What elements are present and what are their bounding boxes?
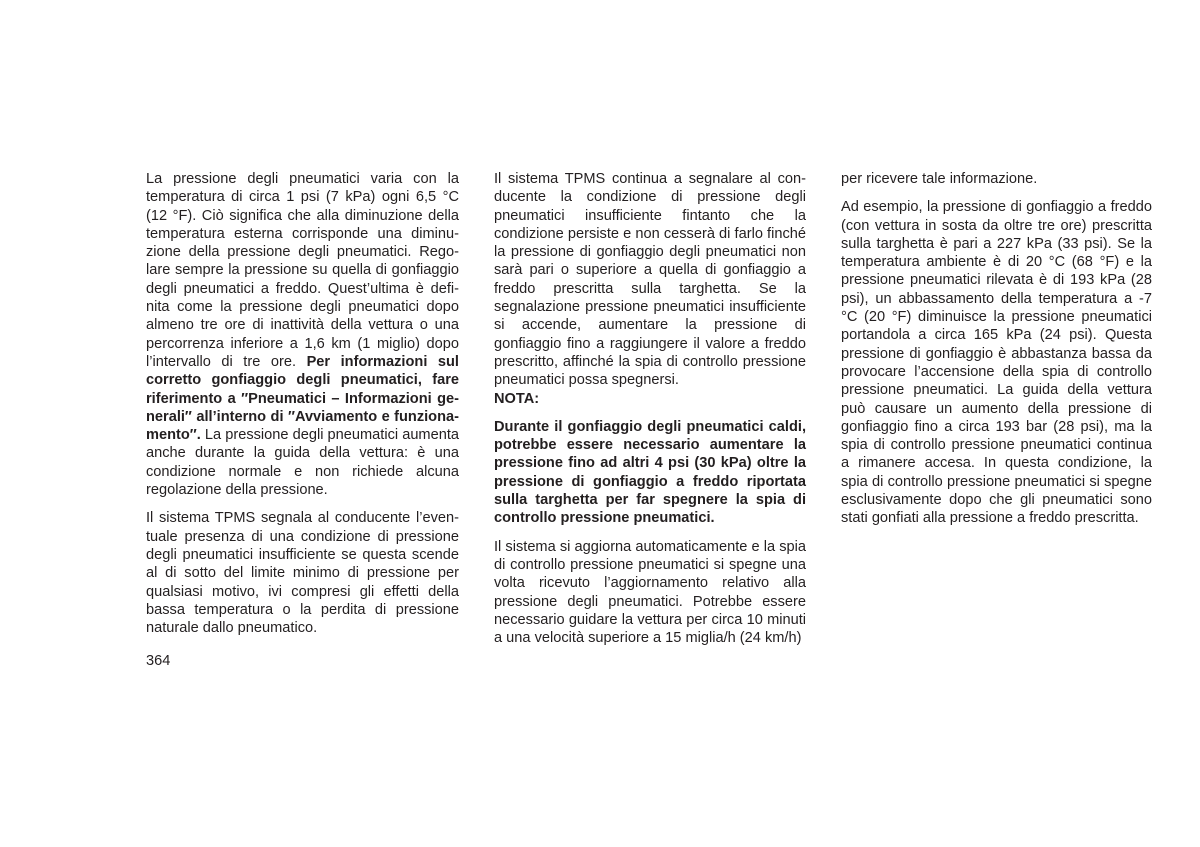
paragraph-text: La pressione degli pneumatici varia con la temperatura di circa 1 psi (7 kPa) ogni 6,5 °C (12 °F). Ciò significa che alla diminuzione della temperatura esterna corrisponde una diminuzione della pressione degli pneumatici. Regolare sempre la pressione su quella di gonfiaggio degli pneumatici a freddo. Quest’ultima è definita come la pressione degli pneumatici dopo almeno tre ore di inattività della vettura o una percorrenza inferiore a 1,6 km (1 miglio) dopo l’intervallo di tre ore. <box>146 171 459 370</box>
paragraph-continuation: per ricevere tale informazione. <box>841 171 1038 187</box>
paragraph-tpms-continues: Il sistema TPMS continua a segnalare al conducente la condizione di pressione degli pneumatici insufficiente fintanto che la condizione persiste e non cesserà di farlo finché la pressione di gonfiaggio degli pneumatici non sarà pari o superiore a quella di gonfiaggio a freddo prescritta sulla targhetta. Se la segnalazione pressione pneumatici insufficiente si accende, aumentare la pressione di gonfiaggio fino a raggiungere il valore a freddo prescritto, affinché la spia di controllo pressione pneumatici possa spegnersi. <box>494 171 806 389</box>
paragraph-tpms-warning: Il sistema TPMS segnala al conducente l’eventuale presenza di una condizione di pressione degli pneumatici insufficiente se questa scende al di sotto del limite minimo di pressione per qualsiasi motivo, ivi compresi gli effetti della bassa temperatura o la perdita di pressione naturale dallo pneumatico. <box>146 510 459 637</box>
text-column-3 <box>841 170 1152 538</box>
page-number: 364 <box>146 653 171 669</box>
paragraph-system-update: Il sistema si aggiorna automaticamente e la spia di controllo pressione pneumatici si spegne una volta ricevuto l’aggiornamento relativo alla pressione degli pneumatici. Potrebbe essere necessario guidare la vettura per circa 10 minuti a una velocità superiore a 15 miglia/h (24 km/h) <box>494 538 806 647</box>
text-column-1 <box>146 170 459 647</box>
note-heading: NOTA: <box>494 390 540 407</box>
note-text: Durante il gonfiaggio degli pneumatici caldi, potrebbe essere necessario aumentare la pressione fino ad altri 4 psi (30 kPa) oltre la pressione di gonfiaggio a freddo riportata sulla targhetta per far spegnere la spia di controllo pressione pneumatici. <box>494 418 806 527</box>
text-column-2 <box>494 170 806 647</box>
paragraph-tire-pressure-temperature <box>146 170 459 499</box>
paragraph-example: Ad esempio, la pressione di gonfiaggio a freddo (con vettura in sosta da oltre tre ore) prescritta sulla targhetta è pari a 227 kPa (33 psi). Se la temperatura ambiente è di 20 °C (68 °F) e la pressione pneumatici rilevata è di 193 kPa (28 psi), un abbassamento della temperatura a -7 °C (20 °F) diminuisce la pressione pneumatici portandola a circa 165 kPa (24 psi). Questa pressione di gonfiaggio è abbastanza bassa da provocare l’accensione della spia di controllo pressione pneumatici. La guida della vettura può causare un aumento della pressione di gonfiaggio fino a circa 193 bar (28 psi), ma la spia di controllo pressione pneumatici continua a rimanere accesa. In questa condizione, la spia di controllo pressione pneumatici si spegne esclusivamente dopo che gli pneumatici sono stati gonfiati alla pressione a freddo prescritta. <box>841 199 1152 527</box>
bold-reference-text: Per informazioni sul corretto gonfiaggio degli pneumatici, fare riferimento a ″Pneumatici – Informazioni generali″ all’interno di ″Avviamento e funzionamento″. <box>146 353 459 444</box>
paragraph-text: La pressione degli pneumatici aumenta anche durante la guida della vettura: è una condizione normale e non richiede alcuna regolazione della pressione. <box>146 427 459 499</box>
